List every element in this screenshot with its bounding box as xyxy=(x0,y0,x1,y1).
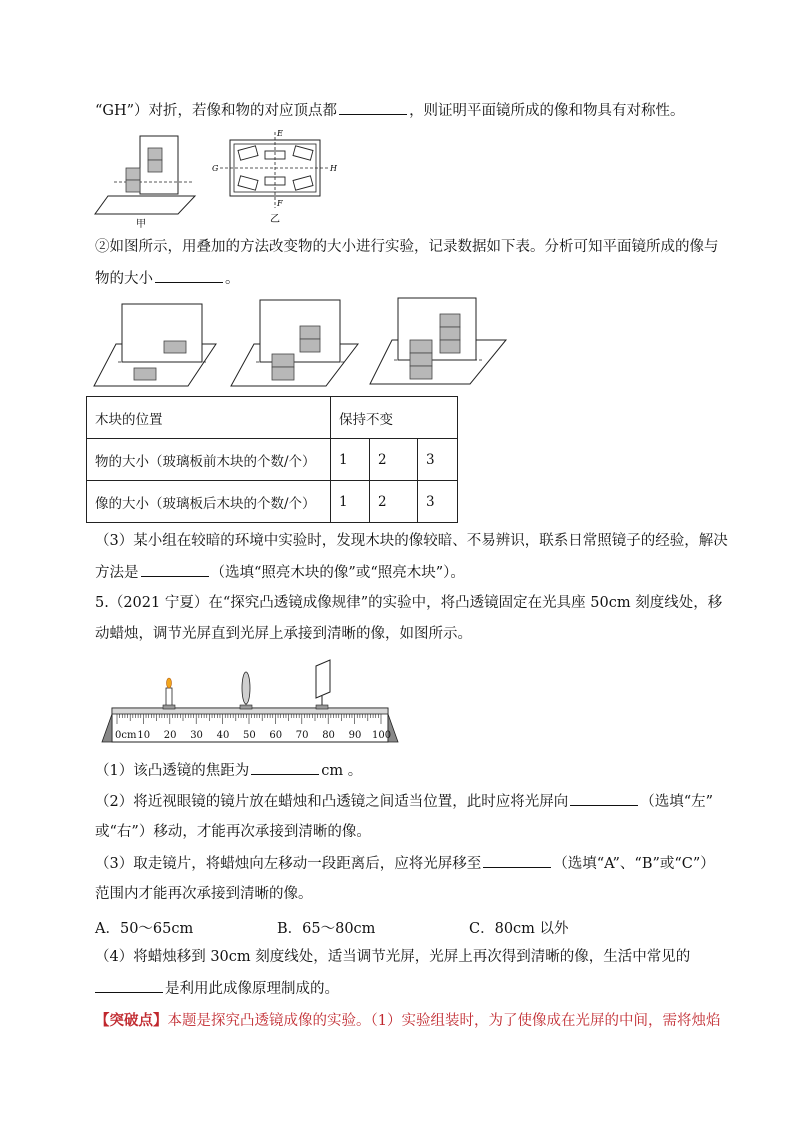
label-e: E xyxy=(277,129,283,138)
table-cell: 像的大小（玻璃板后木块的个数/个） xyxy=(87,481,331,523)
answer-blank[interactable] xyxy=(95,978,163,993)
question-line: 方法是 （选填“照亮木块的像”或“照亮木块”）。 xyxy=(95,562,465,583)
mirror-figure-jia xyxy=(100,134,210,229)
data-table xyxy=(86,396,458,523)
answer-blank[interactable] xyxy=(251,760,319,775)
question-line: ②如图所示，用叠加的方法改变物的大小进行实验，记录数据如下表。分析可知平面镜所成的像与 xyxy=(95,239,719,255)
option-c[interactable]: C．80cm 以外 xyxy=(469,921,569,937)
figure-label-yi: 乙 xyxy=(270,214,280,225)
ruler-tick-label: 50 xyxy=(243,730,256,741)
question-line: （1）该凸透镜的焦距为 cm 。 xyxy=(95,760,362,781)
light-screen-icon xyxy=(316,660,330,709)
ruler-tick-label: 0cm xyxy=(115,730,137,741)
table-cell: 3 xyxy=(418,481,458,523)
ruler-tick-label: 70 xyxy=(295,730,309,741)
ruler-tick-label: 90 xyxy=(348,730,362,741)
ruler-tick-label: 20 xyxy=(163,730,177,741)
table-cell: 2 xyxy=(370,439,418,481)
setup-three xyxy=(370,298,506,384)
question-line: 范围内才能再次承接到清晰的像。 xyxy=(95,886,313,902)
stacking-figure xyxy=(88,296,513,391)
question-line: 5.（2021 宁夏）在“探究凸透镜成像规律”的实验中，将凸透镜固定在光具座 50cm 刻度线处，移 xyxy=(95,595,723,611)
question-line: 是利用此成像原理制成的。 xyxy=(95,978,339,999)
breakthrough-tag: 【突破点】 xyxy=(95,1012,168,1029)
breakthrough-note: 【突破点】本题是探究凸透镜成像的实验。（1）实验组装时，为了使像成在光屏的中间，需将烛焰 xyxy=(95,1012,721,1029)
question-line: （3）取走镜片，将蜡烛向左移动一段距离后，应将光屏移至 （选填“A”、“B”或“C”） xyxy=(95,853,715,874)
table-cell: 2 xyxy=(370,481,418,523)
table-cell: 1 xyxy=(331,481,370,523)
table-row xyxy=(87,439,458,481)
optical-bench-figure xyxy=(98,658,403,746)
table-cell: 3 xyxy=(418,439,458,481)
question-line: 或“右”）移动，才能再次承接到清晰的像。 xyxy=(95,824,371,840)
setup-two xyxy=(231,300,358,386)
answer-blank[interactable] xyxy=(141,562,209,577)
ruler-tick-label: 60 xyxy=(269,730,283,741)
setup-one xyxy=(94,304,216,386)
question-line: “GH”）对折，若像和物的对应顶点都 ，则证明平面镜所成的像和物具有对称性。 xyxy=(95,100,685,121)
answer-blank[interactable] xyxy=(339,100,407,115)
question-line: （4）将蜡烛移到 30cm 刻度线处，适当调节光屏，光屏上再次得到清晰的像，生活中常见的 xyxy=(95,949,691,965)
convex-lens-icon xyxy=(240,672,252,709)
mirror-figure-yi xyxy=(212,128,347,228)
answer-blank[interactable] xyxy=(483,853,551,868)
ruler-tick-label: 40 xyxy=(216,730,230,741)
question-line: 物的大小 。 xyxy=(95,268,240,289)
table-cell: 1 xyxy=(331,439,370,481)
option-a[interactable]: A．50～65cm xyxy=(95,921,194,937)
answer-blank[interactable] xyxy=(155,268,223,283)
table-cell: 保持不变 xyxy=(331,397,458,439)
table-row xyxy=(87,397,458,439)
table-row xyxy=(87,481,458,523)
question-line: （3）某小组在较暗的环境中实验时，发现木块的像较暗、不易辨识，联系日常照镜子的经验，解决 xyxy=(95,533,728,549)
label-h: H xyxy=(330,164,337,173)
answer-blank[interactable] xyxy=(570,791,638,806)
question-line: 动蜡烛，调节光屏直到光屏上承接到清晰的像，如图所示。 xyxy=(95,626,472,642)
table-cell: 木块的位置 xyxy=(87,397,331,439)
ruler-tick-label: 10 xyxy=(137,730,151,741)
candle-icon xyxy=(163,678,175,709)
figure-label-jia: 甲 xyxy=(136,219,146,230)
ruler-tick-label: 30 xyxy=(190,730,203,741)
option-b[interactable]: B．65～80cm xyxy=(277,921,376,937)
table-cell: 物的大小（玻璃板前木块的个数/个） xyxy=(87,439,331,481)
label-g: G xyxy=(212,164,219,173)
label-f: F xyxy=(277,199,283,208)
ruler-tick-label: 100 xyxy=(372,730,392,741)
ruler-tick-label: 80 xyxy=(322,730,335,741)
question-line: （2）将近视眼镜的镜片放在蜡烛和凸透镜之间适当位置，此时应将光屏向 （选填“左” xyxy=(95,791,713,812)
